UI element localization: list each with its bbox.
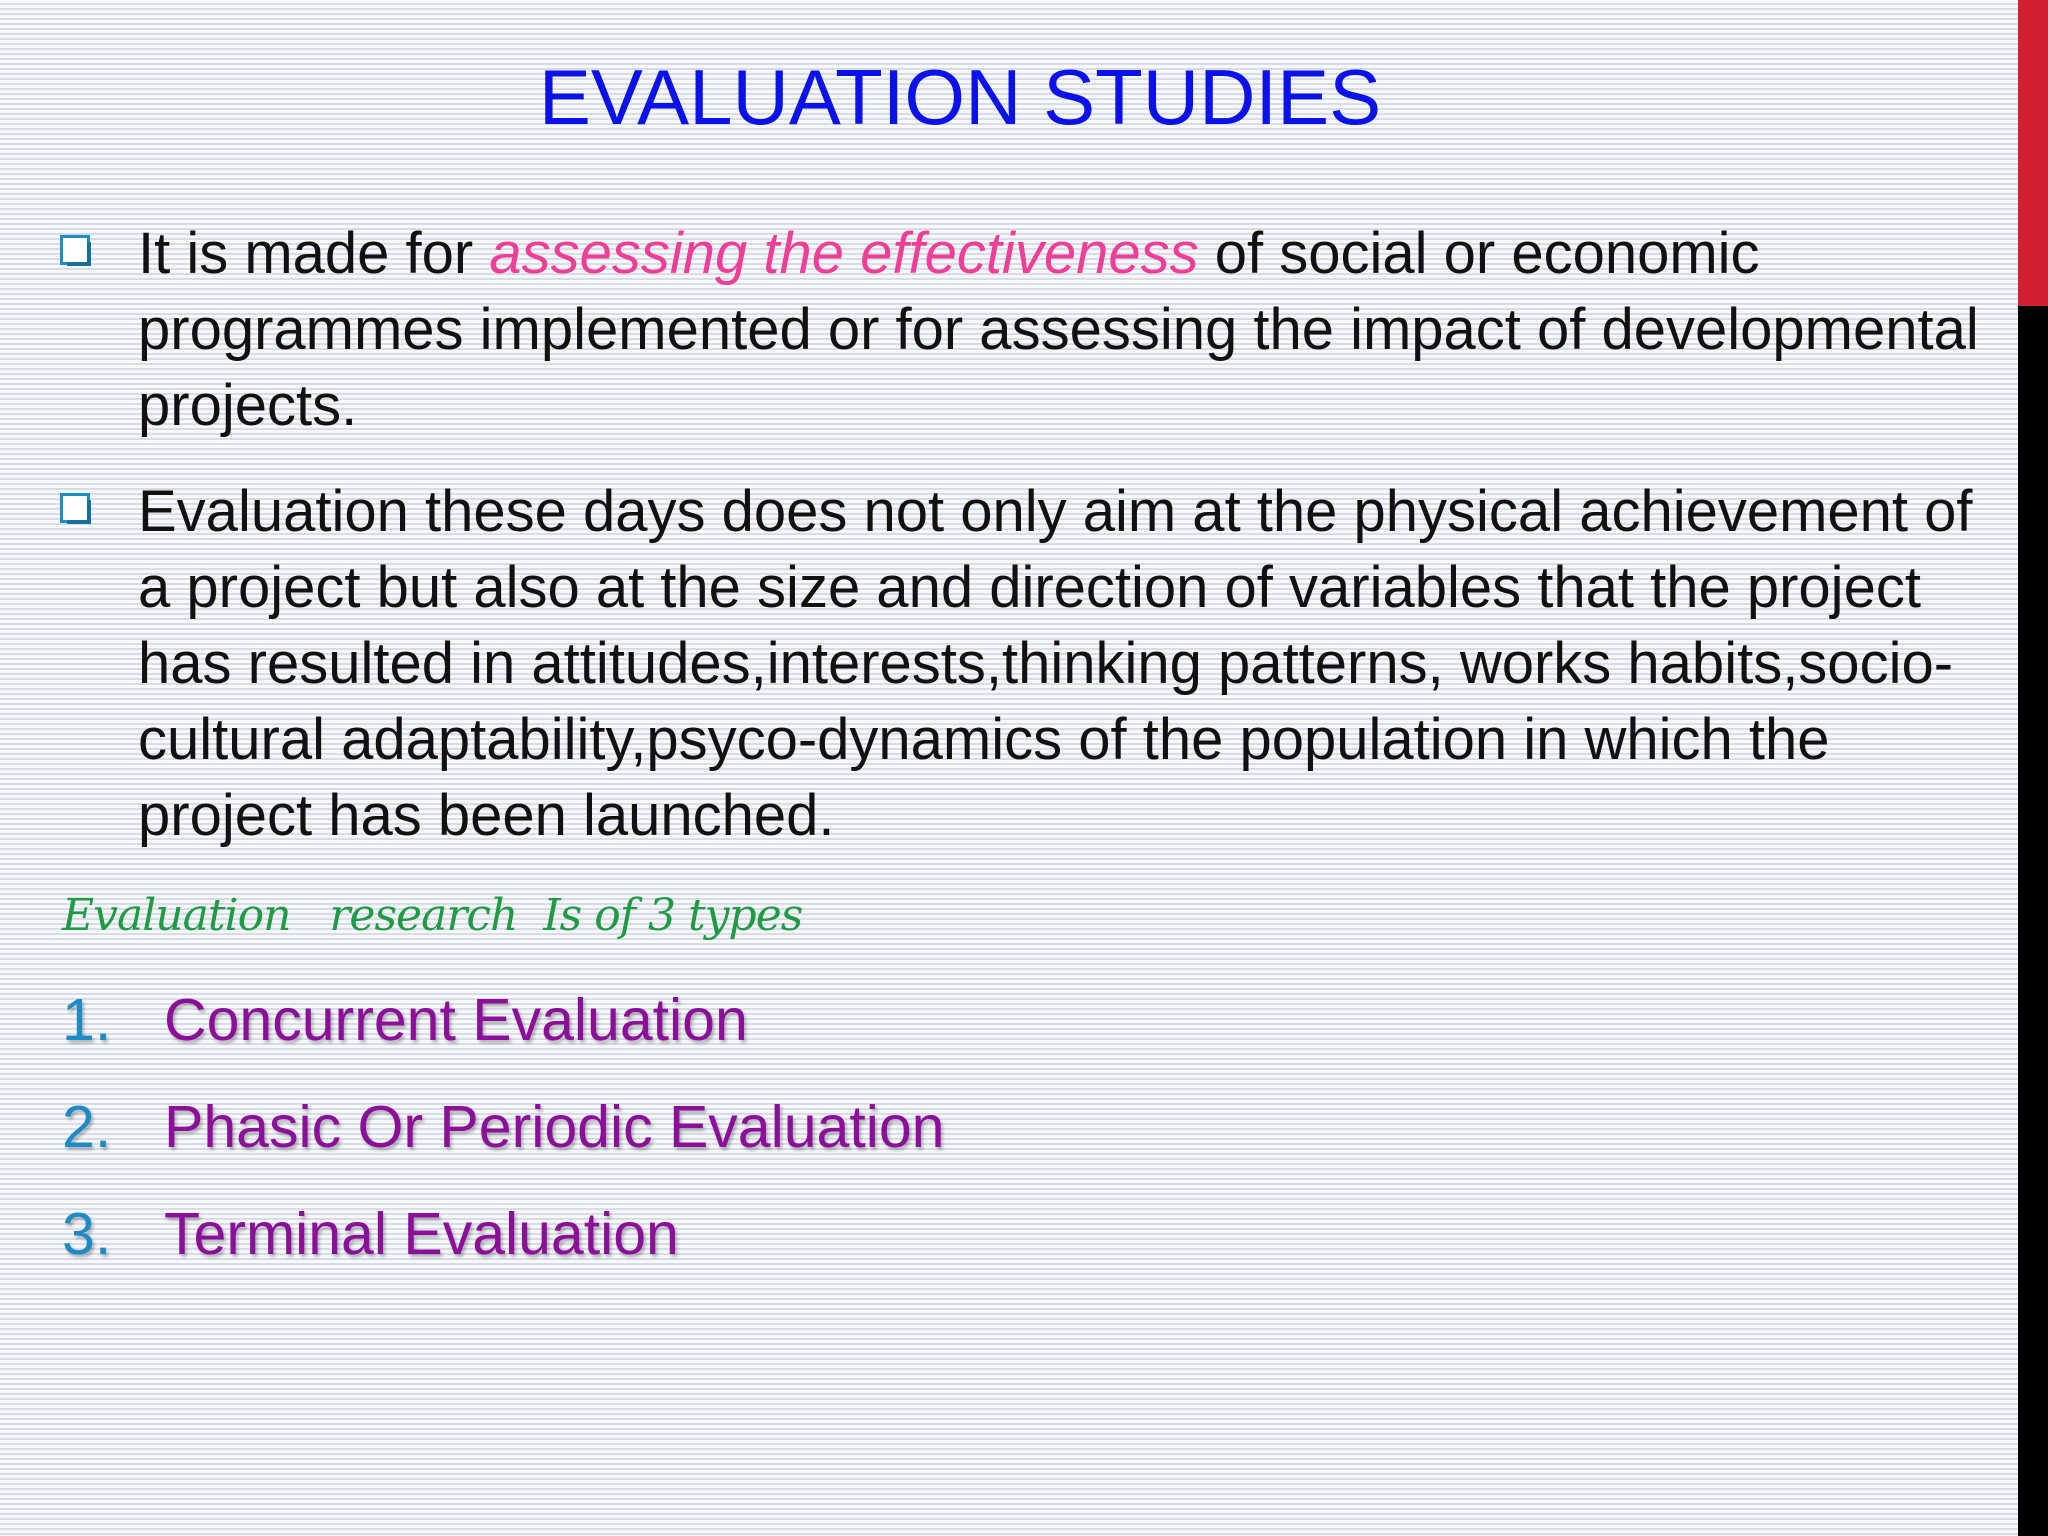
- list-number: 2.: [62, 1094, 112, 1160]
- right-accent-bar: [2018, 0, 2048, 1536]
- list-number: 3.: [62, 1201, 112, 1267]
- slide-title: EVALUATION STUDIES: [538, 53, 1382, 141]
- bullet-text-2: Evaluation these days does not only aim at the physical achievement of a project but also at the size and direction of variables that the project has resulted in attitudes,interests,thinking patterns, works habits,socio-cultural adaptability,psyco-dynamics of the population in which the project has been launched.: [138, 479, 1973, 848]
- red-accent-block: [2018, 0, 2048, 306]
- bullet-text-1: [138, 216, 2018, 444]
- checkbox-bullet-icon: [60, 493, 90, 523]
- bullet-item-1: [60, 216, 2020, 444]
- list-number: 1.: [62, 987, 112, 1053]
- evaluation-types-list: [62, 986, 944, 1307]
- list-label: Terminal Evaluation: [164, 1201, 679, 1267]
- bullet-1-highlight: assessing the effectiveness: [489, 221, 1199, 286]
- bullet-1-pre: It is made for: [138, 221, 490, 286]
- bullet-1-post: of social or economic programmes implemented or for assessing the impact of developmental projects.: [138, 221, 1979, 438]
- list-item: [62, 1200, 944, 1307]
- list-item: [62, 986, 944, 1093]
- list-item: [62, 1093, 944, 1200]
- types-subheading: Evaluation research Is of 3 types: [62, 890, 803, 941]
- list-label: Phasic Or Periodic Evaluation: [164, 1094, 945, 1160]
- list-label: Concurrent Evaluation: [164, 987, 748, 1053]
- bullet-item-2: [60, 474, 2020, 854]
- checkbox-bullet-icon: [60, 235, 90, 265]
